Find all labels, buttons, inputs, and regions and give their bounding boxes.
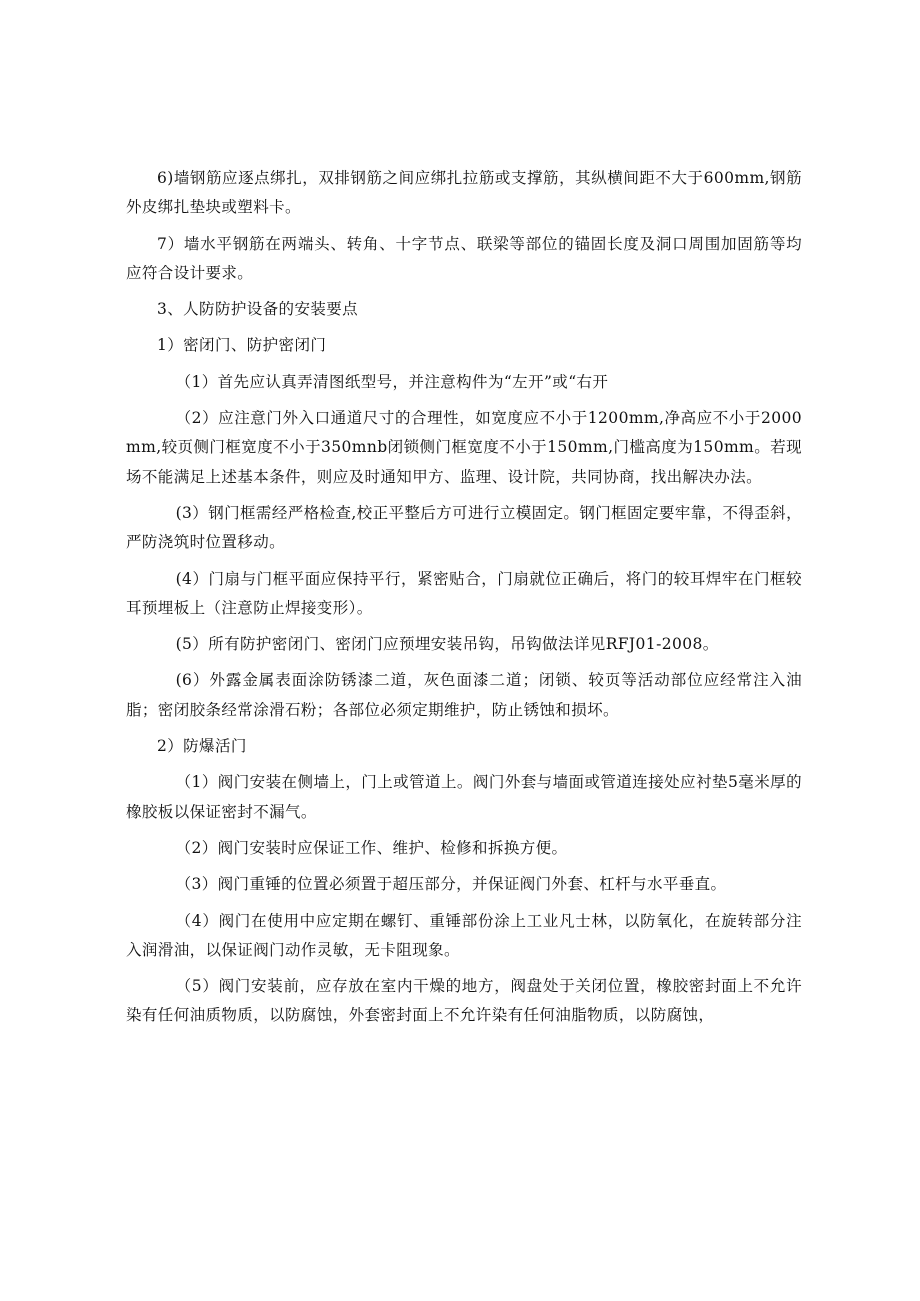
- subsection-heading-blast-valve: 2）防爆活门: [157, 737, 247, 756]
- paragraph-antirust-paint: (6）外露金属表面涂防锈漆二道，灰色面漆二道；闭锁、较页等活动部位应经常注入油脂；密闭胶条经常涂滑石粉；各部位必须定期维护，防止锈蚀和损坏。: [126, 671, 802, 719]
- paragraph-valve-installation: （1）阀门安装在侧墙上，门上或管道上。阀门外套与墙面或管道连接处应衬垫5毫米厚的橡胶板以保证密封不漏气。: [126, 773, 802, 821]
- paragraph-valve-weight-position: （3）阀门重锤的位置必须置于超压部分，并保证阀门外套、杠杆与水平垂直。: [175, 875, 727, 894]
- paragraph-entrance-dimensions: （2）应注意门外入口通道尺寸的合理性，如宽度应不小于1200mm,净高应不小于2000mm,较页侧门框宽度不小于350mnb闭锁侧门框宽度不小于150mm,门槛高度为150mm。若现场不能满足上述基本条件，则应及时通知甲方、监理、设计院，共同协商，找出解决办法。: [126, 409, 802, 486]
- section-heading-civil-defense-equipment: 3、人防防护设备的安装要点: [157, 300, 359, 319]
- paragraph-drawing-model: （1）首先应认真弄清图纸型号，并注意构件为“左开”或“右开: [175, 372, 609, 391]
- paragraph-wall-horizontal-rebar: 7）墙水平钢筋在两端头、转角、十字节点、联梁等部位的锚固长度及洞口周围加固筋等均应符合设计要求。: [126, 234, 802, 282]
- paragraph-lifting-hooks: (5）所有防护密闭门、密闭门应预埋安装吊钩，吊钩做法详见RFJ01-2008。: [175, 635, 719, 654]
- paragraph-valve-storage: （5）阀门安装前，应存放在室内干燥的地方，阀盘处于关闭位置，橡胶密封面上不允许染有任何油质物质，以防腐蚀，外套密封面上不允许染有任何油脂物质，以防腐蚀，: [126, 977, 802, 1025]
- paragraph-wall-rebar-binding: 6)墙钢筋应逐点绑扎，双排钢筋之间应绑扎拉筋或支撑筋，其纵横间距不大于600mm,钢筋外皮绑扎垫块或塑料卡。: [126, 169, 802, 217]
- subsection-heading-airtight-doors: 1）密闭门、防护密闭门: [157, 336, 327, 355]
- paragraph-valve-maintenance-access: （2）阀门安装时应保证工作、维护、检修和拆换方便。: [175, 838, 568, 857]
- paragraph-valve-lubrication: （4）阀门在使用中应定期在螺钉、重锤部份涂上工业凡士林，以防氧化，在旋转部分注入润滑油，以保证阀门动作灵敏，无卡阻现象。: [126, 911, 802, 959]
- paragraph-door-leaf-alignment: (4）门扇与门框平面应保持平行，紧密贴合，门扇就位正确后，将门的较耳焊牢在门框较耳预埋板上（注意防止焊接变形）。: [126, 569, 802, 617]
- paragraph-steel-frame-check: (3）钢门框需经严格检查,校正平整后方可进行立模固定。钢门框固定要牢靠，不得歪斜，严防浇筑时位置移动。: [126, 503, 802, 552]
